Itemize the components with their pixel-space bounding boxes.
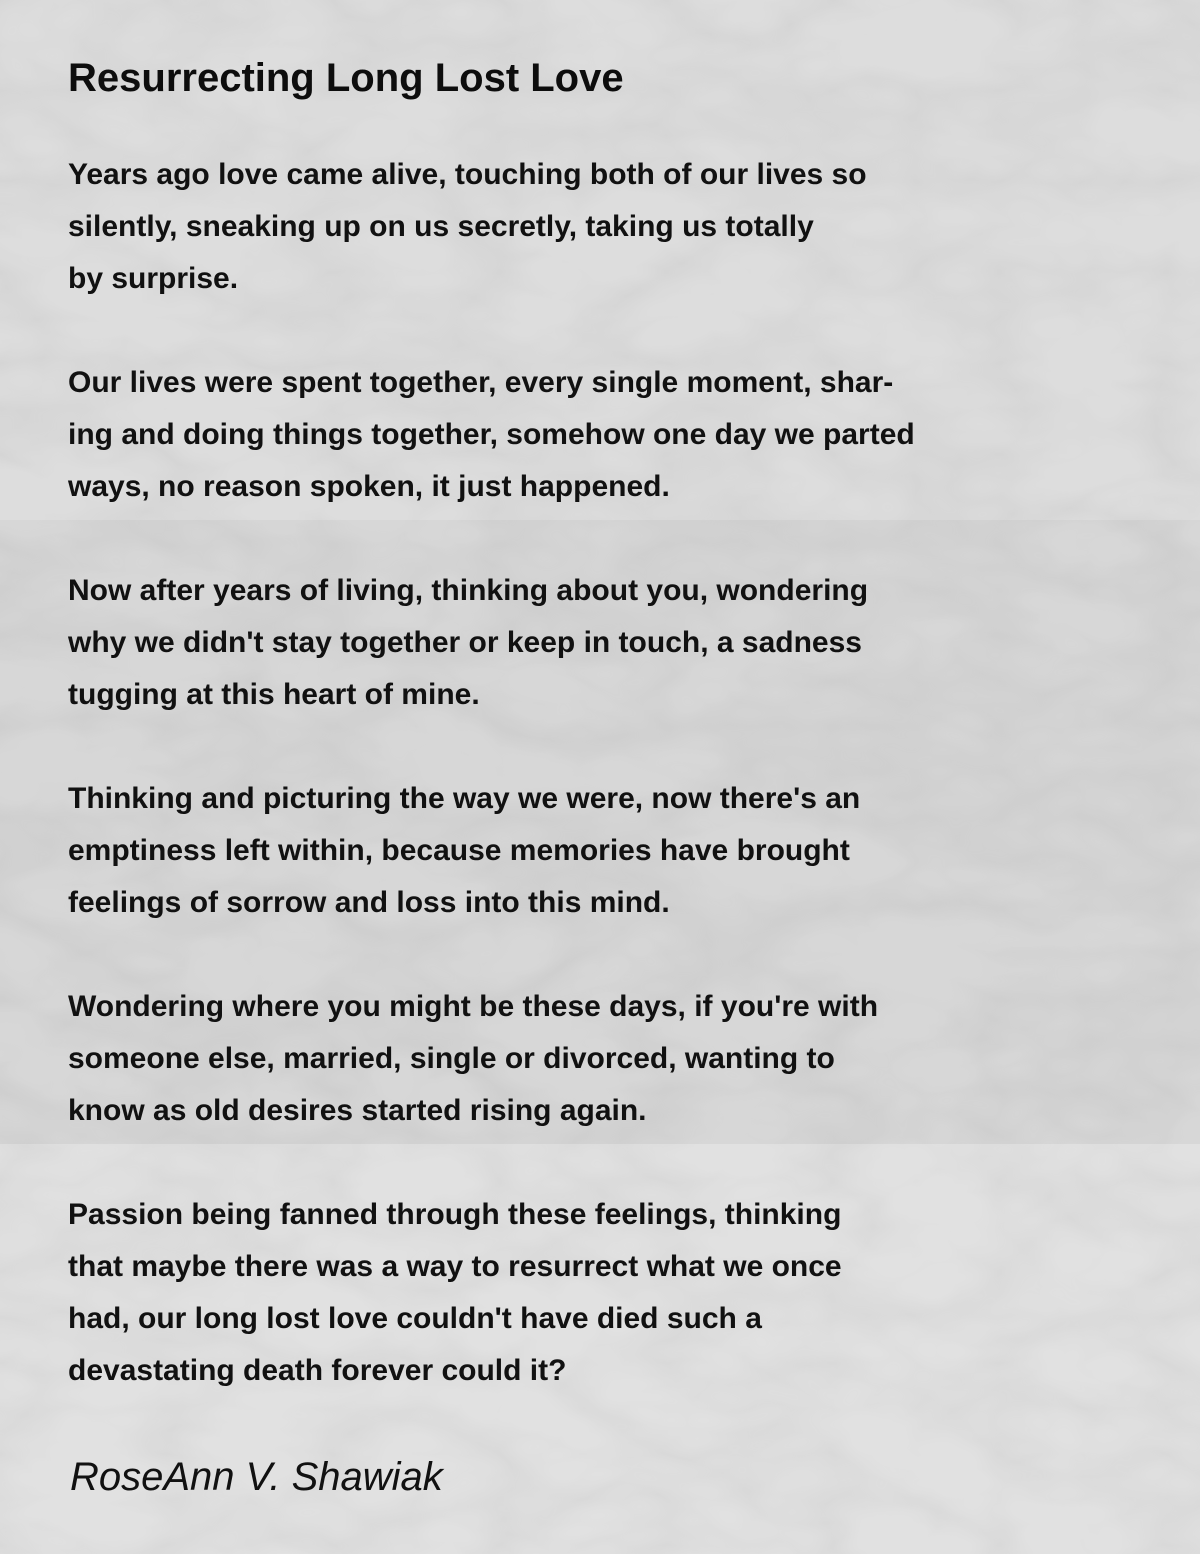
poem-title: Resurrecting Long Lost Love xyxy=(68,56,624,100)
poem-line: had, our long lost love couldn't have died such a xyxy=(68,1302,762,1335)
poem-line: Thinking and picturing the way we were, now there's an xyxy=(68,782,861,815)
poem-line: someone else, married, single or divorced, wanting to xyxy=(68,1042,835,1075)
poem-line: ing and doing things together, somehow one day we parted xyxy=(68,418,915,451)
poem-line: that maybe there was a way to resurrect what we once xyxy=(68,1250,842,1283)
stanza-1 xyxy=(68,149,867,305)
poem-line: emptiness left within, because memories have brought xyxy=(68,834,850,867)
poem-line: why we didn't stay together or keep in touch, a sadness xyxy=(68,626,862,659)
stanza-6 xyxy=(68,1189,842,1397)
stanza-5 xyxy=(68,981,878,1137)
poem-line: silently, sneaking up on us secretly, taking us totally xyxy=(68,210,814,243)
poem-line: devastating death forever could it? xyxy=(68,1354,567,1387)
poem-line: tugging at this heart of mine. xyxy=(68,678,480,711)
stanza-2 xyxy=(68,357,915,513)
stanza-3 xyxy=(68,565,868,721)
poem-line: Passion being fanned through these feelings, thinking xyxy=(68,1198,842,1231)
poem-line: Now after years of living, thinking about you, wondering xyxy=(68,574,869,607)
poem-line: Wondering where you might be these days, if you're with xyxy=(68,990,879,1023)
poem-line: Years ago love came alive, touching both of our lives so xyxy=(68,158,867,191)
poem-line: ways, no reason spoken, it just happened. xyxy=(68,470,670,503)
poem-line: know as old desires started rising again. xyxy=(68,1094,647,1127)
stanza-4 xyxy=(68,773,860,929)
poem-author: RoseAnn V. Shawiak xyxy=(70,1455,443,1499)
poem-line: feelings of sorrow and loss into this mind. xyxy=(68,886,670,919)
poem-line: Our lives were spent together, every single moment, shar- xyxy=(68,366,894,399)
poem-line: by surprise. xyxy=(68,262,239,295)
